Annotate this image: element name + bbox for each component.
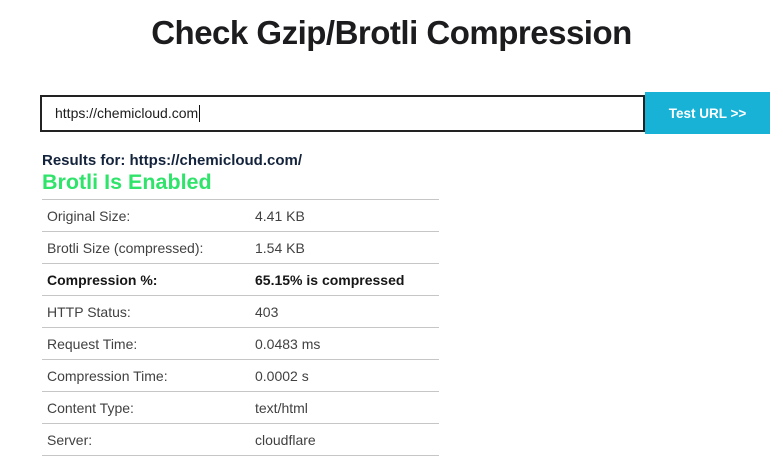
table-row — [42, 295, 439, 327]
row-value: text/html — [255, 399, 308, 416]
row-value: 403 — [255, 303, 279, 320]
page-title: Check Gzip/Brotli Compression — [151, 14, 632, 51]
row-value: 4.41 KB — [255, 207, 305, 224]
table-row — [42, 231, 439, 263]
url-search-bar — [40, 92, 770, 134]
results-table — [42, 199, 439, 456]
results-heading: Results for: https://chemicloud.com/ — [42, 152, 303, 169]
table-row — [42, 391, 439, 423]
table-row — [42, 327, 439, 359]
row-label: Brotli Size (compressed): — [47, 239, 204, 256]
row-label: Compression %: — [47, 271, 158, 288]
table-row — [42, 199, 439, 231]
row-label: Server: — [47, 431, 93, 448]
url-input-value: https://chemicloud.com — [55, 105, 199, 121]
row-label: HTTP Status: — [47, 303, 131, 320]
row-value: 65.15% is compressed — [255, 271, 405, 288]
text-caret — [199, 105, 200, 122]
row-label: Request Time: — [47, 335, 138, 352]
row-value: 0.0002 s — [255, 367, 309, 384]
row-label: Content Type: — [47, 399, 134, 416]
row-label: Original Size: — [47, 207, 131, 224]
table-row — [42, 263, 439, 295]
table-row — [42, 359, 439, 391]
test-url-button[interactable]: Test URL >> — [645, 92, 770, 134]
row-value: 0.0483 ms — [255, 335, 321, 352]
row-value: cloudflare — [255, 431, 316, 448]
compression-status: Brotli Is Enabled — [42, 170, 212, 194]
row-label: Compression Time: — [47, 367, 168, 384]
url-input[interactable] — [40, 95, 645, 132]
table-row — [42, 423, 439, 455]
row-value: 1.54 KB — [255, 239, 305, 256]
